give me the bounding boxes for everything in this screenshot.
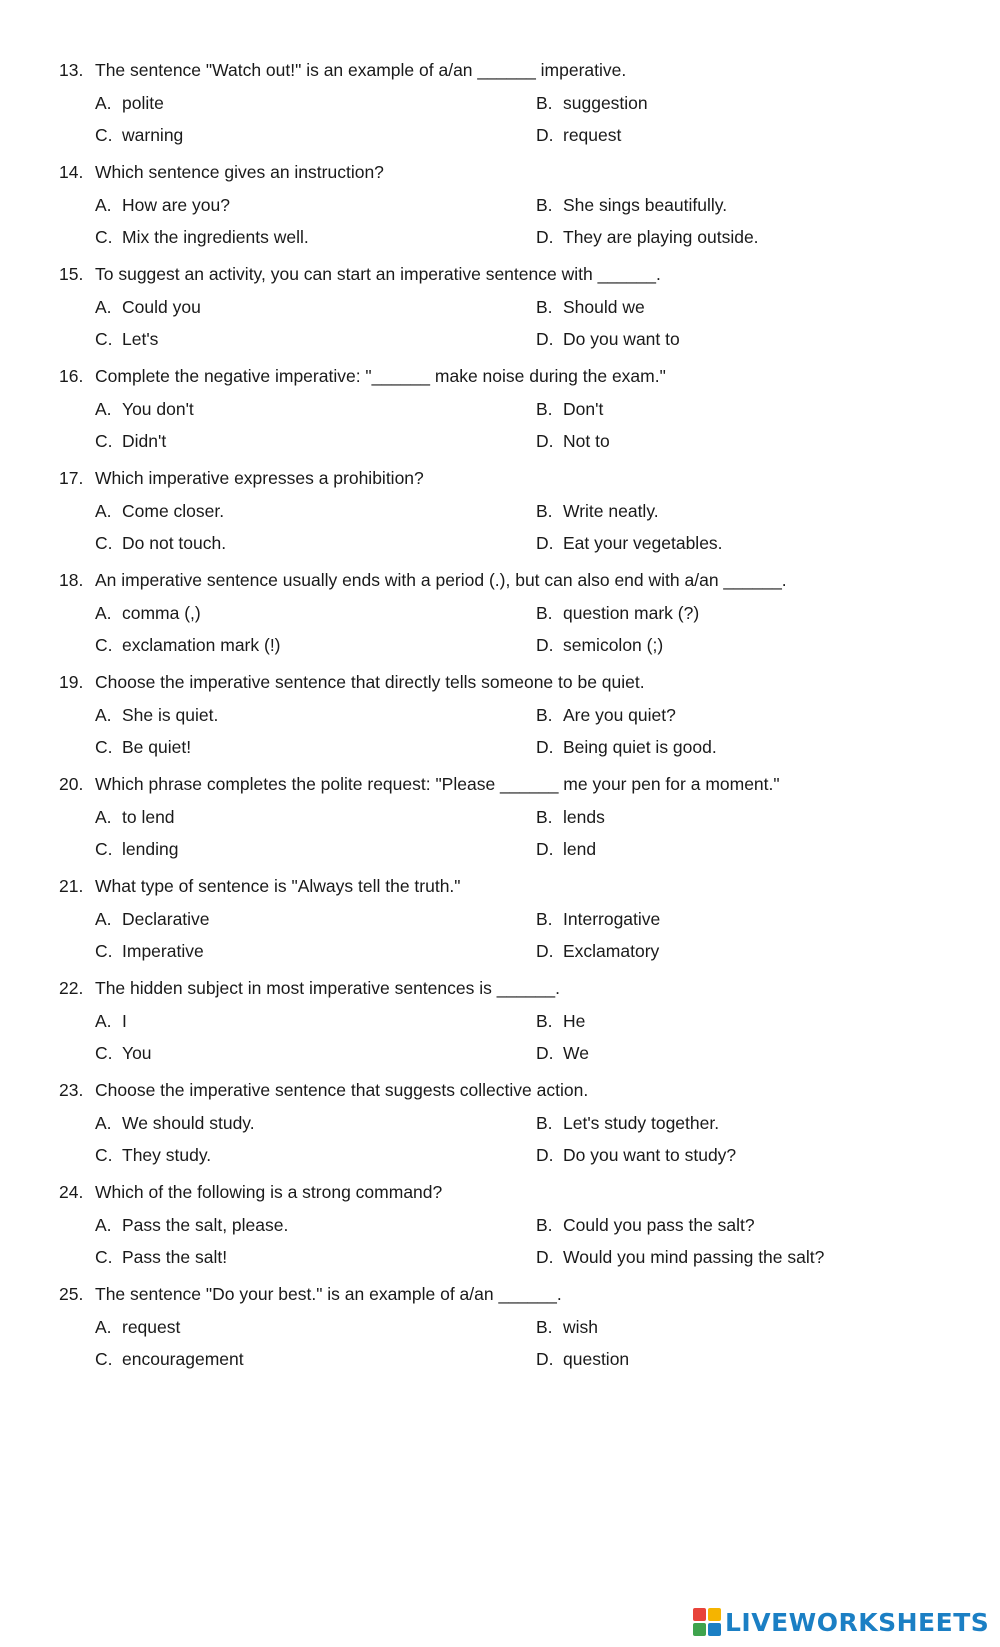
liveworksheets-logo-icon bbox=[693, 1608, 721, 1636]
question-number: 18. bbox=[59, 570, 84, 590]
option-b[interactable]: B. Write neatly. bbox=[536, 501, 659, 521]
question-number: 24. bbox=[59, 1182, 84, 1202]
question-number: 25. bbox=[59, 1284, 84, 1304]
question-number: 22. bbox=[59, 978, 84, 998]
question-number: 16. bbox=[59, 366, 84, 386]
option-c[interactable]: C. You bbox=[95, 1043, 152, 1063]
brand-name: LIVEWORKSHEETS bbox=[725, 1607, 990, 1637]
option-d[interactable]: D. Eat your vegetables. bbox=[536, 533, 723, 553]
option-c[interactable]: C. exclamation mark (!) bbox=[95, 635, 281, 655]
option-b[interactable]: B. Let's study together. bbox=[536, 1113, 720, 1133]
question-17 bbox=[0, 464, 1000, 566]
option-d[interactable]: D. Being quiet is good. bbox=[536, 737, 717, 757]
option-b[interactable]: B. Are you quiet? bbox=[536, 705, 676, 725]
liveworksheets-logo[interactable] bbox=[693, 1605, 989, 1639]
option-a[interactable]: A. comma (,) bbox=[95, 603, 201, 623]
question-number: 21. bbox=[59, 876, 84, 896]
question-text: Which of the following is a strong command? bbox=[95, 1182, 443, 1202]
question-15 bbox=[0, 260, 1000, 362]
question-text: To suggest an activity, you can start an imperative sentence with ______. bbox=[95, 264, 661, 284]
option-a[interactable]: A. Come closer. bbox=[95, 501, 225, 521]
question-23 bbox=[0, 1076, 1000, 1178]
option-b[interactable]: B. Interrogative bbox=[536, 909, 661, 929]
question-number: 15. bbox=[59, 264, 84, 284]
question-text: Which phrase completes the polite request: "Please ______ me your pen for a moment." bbox=[95, 774, 780, 794]
question-number: 23. bbox=[59, 1080, 84, 1100]
option-d[interactable]: D. question bbox=[536, 1349, 630, 1369]
option-a[interactable]: A. She is quiet. bbox=[95, 705, 219, 725]
option-c[interactable]: C. Be quiet! bbox=[95, 737, 192, 757]
option-a[interactable]: A. to lend bbox=[95, 807, 175, 827]
option-c[interactable]: C. Do not touch. bbox=[95, 533, 227, 553]
question-text: Which sentence gives an instruction? bbox=[95, 162, 384, 182]
option-d[interactable]: D. They are playing outside. bbox=[536, 227, 759, 247]
question-14 bbox=[0, 158, 1000, 260]
option-d[interactable]: D. Not to bbox=[536, 431, 610, 451]
option-b[interactable]: B. lends bbox=[536, 807, 605, 827]
option-b[interactable]: B. Could you pass the salt? bbox=[536, 1215, 755, 1235]
option-a[interactable]: A. polite bbox=[95, 93, 164, 113]
question-22 bbox=[0, 974, 1000, 1076]
question-text: The sentence "Do your best." is an example of a/an ______. bbox=[95, 1284, 562, 1304]
option-c[interactable]: C. Pass the salt! bbox=[95, 1247, 228, 1267]
question-text: What type of sentence is "Always tell the truth." bbox=[95, 876, 461, 896]
question-25 bbox=[0, 1280, 1000, 1382]
question-text: The sentence "Watch out!" is an example of a/an ______ imperative. bbox=[95, 60, 627, 80]
question-text: The hidden subject in most imperative sentences is ______. bbox=[95, 978, 560, 998]
option-a[interactable]: A. Declarative bbox=[95, 909, 210, 929]
question-number: 14. bbox=[59, 162, 84, 182]
option-d[interactable]: D. Would you mind passing the salt? bbox=[536, 1247, 825, 1267]
option-b[interactable]: B. He bbox=[536, 1011, 586, 1031]
option-b[interactable]: B. question mark (?) bbox=[536, 603, 700, 623]
question-18 bbox=[0, 566, 1000, 668]
option-b[interactable]: B. wish bbox=[536, 1317, 599, 1337]
option-c[interactable]: C. warning bbox=[95, 125, 184, 145]
question-text: Choose the imperative sentence that suggests collective action. bbox=[95, 1080, 589, 1100]
option-c[interactable]: C. Let's bbox=[95, 329, 159, 349]
option-a[interactable]: A. Could you bbox=[95, 297, 201, 317]
question-number: 13. bbox=[59, 60, 84, 80]
option-a[interactable]: A. We should study. bbox=[95, 1113, 255, 1133]
question-20 bbox=[0, 770, 1000, 872]
option-a[interactable]: A. I bbox=[95, 1011, 127, 1031]
option-c[interactable]: C. Didn't bbox=[95, 431, 167, 451]
option-d[interactable]: D. Do you want to study? bbox=[536, 1145, 737, 1165]
option-b[interactable]: B. She sings beautifully. bbox=[536, 195, 728, 215]
option-b[interactable]: B. Should we bbox=[536, 297, 645, 317]
question-16 bbox=[0, 362, 1000, 464]
question-24 bbox=[0, 1178, 1000, 1280]
option-c[interactable]: C. lending bbox=[95, 839, 179, 859]
option-c[interactable]: C. Imperative bbox=[95, 941, 204, 961]
option-a[interactable]: A. How are you? bbox=[95, 195, 230, 215]
question-text: An imperative sentence usually ends with a period (.), but can also end with a/an ______. bbox=[95, 570, 787, 590]
question-text: Choose the imperative sentence that directly tells someone to be quiet. bbox=[95, 672, 645, 692]
option-a[interactable]: A. You don't bbox=[95, 399, 194, 419]
option-d[interactable]: D. We bbox=[536, 1043, 589, 1063]
option-c[interactable]: C. encouragement bbox=[95, 1349, 244, 1369]
question-number: 19. bbox=[59, 672, 84, 692]
option-d[interactable]: D. request bbox=[536, 125, 622, 145]
option-d[interactable]: D. Exclamatory bbox=[536, 941, 660, 961]
option-b[interactable]: B. Don't bbox=[536, 399, 604, 419]
question-text: Complete the negative imperative: "______ make noise during the exam." bbox=[95, 366, 666, 386]
option-d[interactable]: D. semicolon (;) bbox=[536, 635, 664, 655]
option-b[interactable]: B. suggestion bbox=[536, 93, 648, 113]
option-c[interactable]: C. They study. bbox=[95, 1145, 212, 1165]
option-a[interactable]: A. request bbox=[95, 1317, 181, 1337]
option-a[interactable]: A. Pass the salt, please. bbox=[95, 1215, 289, 1235]
question-number: 17. bbox=[59, 468, 84, 488]
option-d[interactable]: D. Do you want to bbox=[536, 329, 680, 349]
question-number: 20. bbox=[59, 774, 84, 794]
question-text: Which imperative expresses a prohibition? bbox=[95, 468, 424, 488]
option-c[interactable]: C. Mix the ingredients well. bbox=[95, 227, 309, 247]
option-d[interactable]: D. lend bbox=[536, 839, 597, 859]
question-19 bbox=[0, 668, 1000, 770]
question-21 bbox=[0, 872, 1000, 974]
question-13 bbox=[0, 56, 1000, 158]
